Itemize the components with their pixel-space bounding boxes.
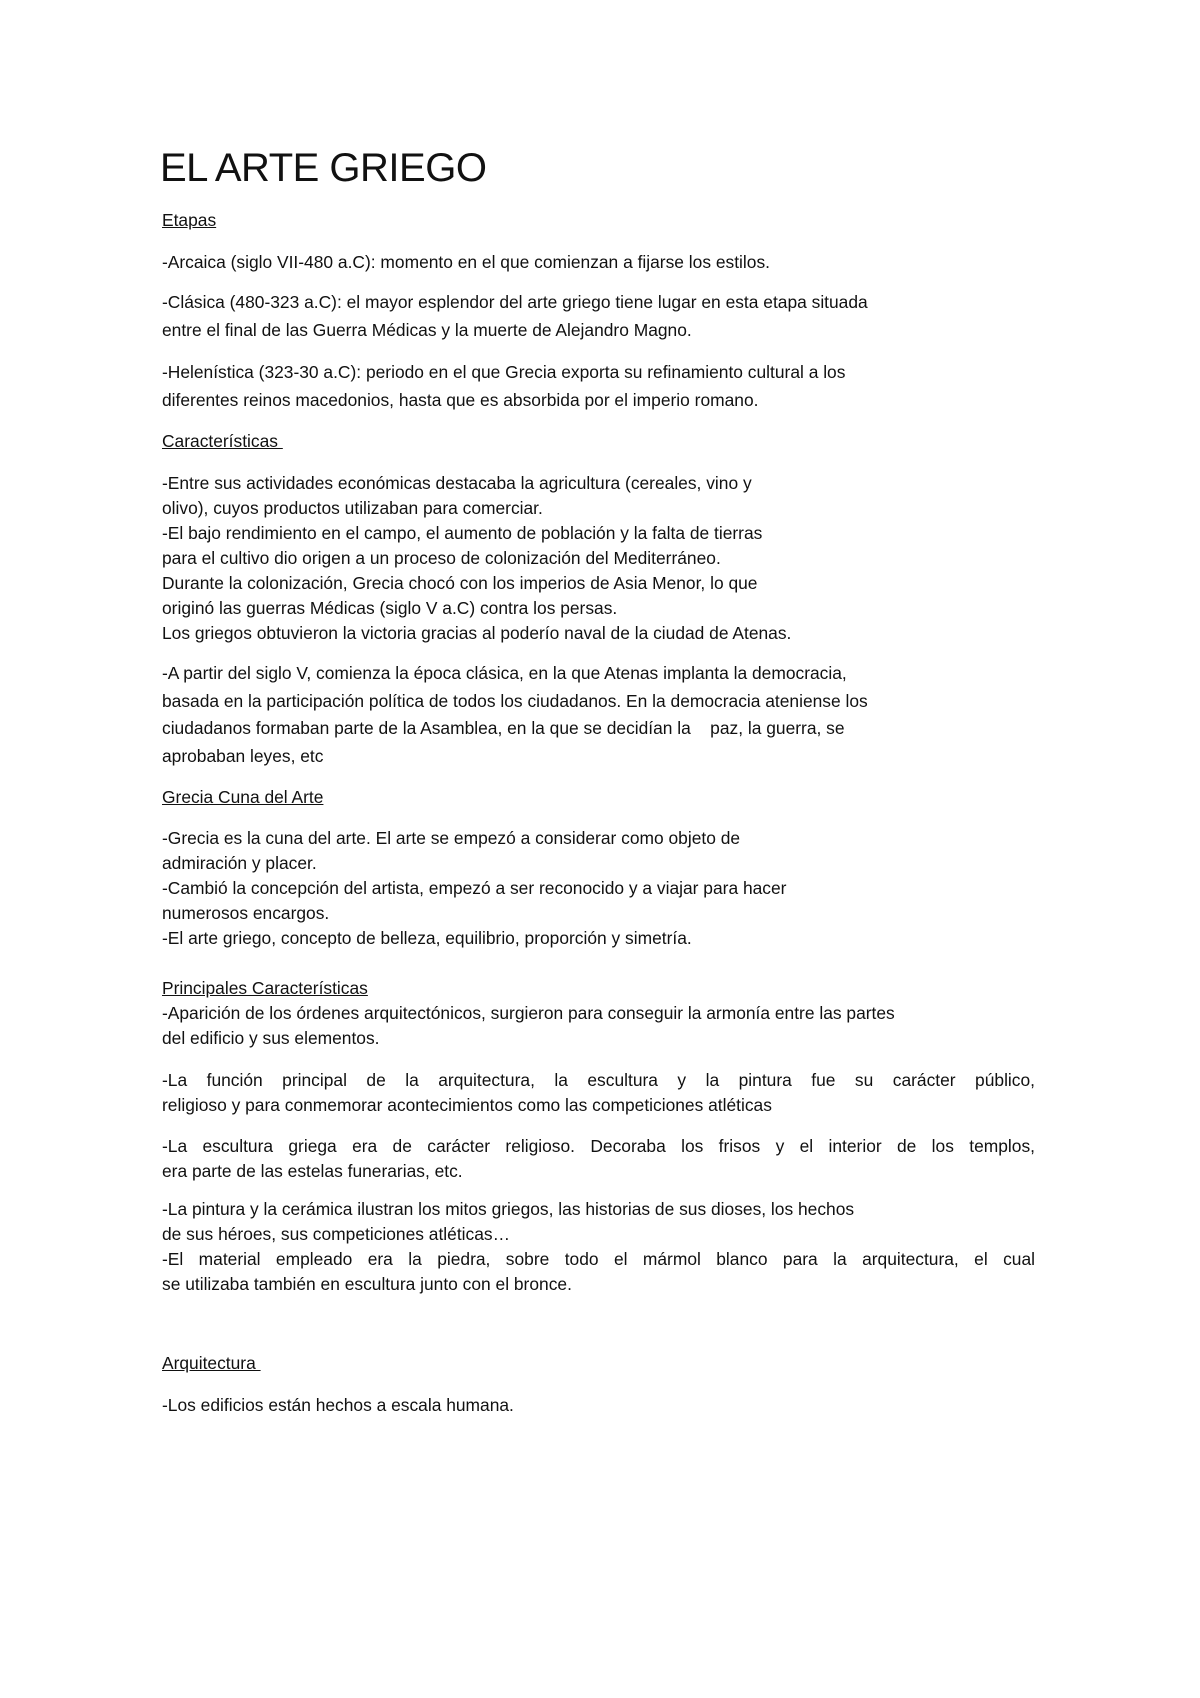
paragraph-line: Durante la colonización, Grecia chocó con los imperios de Asia Menor, lo que [162,573,758,593]
paragraph-line: olivo), cuyos productos utilizaban para comerciar. [162,498,543,518]
section-heading-principales-caracteristicas: Principales Características [162,978,368,998]
section-heading-etapas: Etapas [162,210,217,230]
paragraph-line: -Entre sus actividades económicas destacaba la agricultura (cereales, vino y [162,473,752,493]
paragraph-line: se utilizaba también en escultura junto con el bronce. [162,1274,572,1294]
paragraph-line: numerosos encargos. [162,903,330,923]
paragraph-line: -El material empleado era la piedra, sobre todo el mármol blanco para la arquitectura, el cual [162,1249,1035,1269]
paragraph-line: -Los edificios están hechos a escala humana. [162,1395,514,1415]
section-heading-grecia-cuna-del-arte: Grecia Cuna del Arte [162,787,324,807]
paragraph-line: -La escultura griega era de carácter religioso. Decoraba los frisos y el interior de los templos, [162,1136,1035,1156]
paragraph-line: -Cambió la concepción del artista, empezó a ser reconocido y a viajar para hacer [162,878,787,898]
paragraph-line: para el cultivo dio origen a un proceso de colonización del Mediterráneo. [162,548,721,568]
paragraph-line: entre el final de las Guerra Médicas y la muerte de Alejandro Magno. [162,320,692,340]
paragraph-line: Los griegos obtuvieron la victoria gracias al poderío naval de la ciudad de Atenas. [162,623,792,643]
paragraph-line: aprobaban leyes, etc [162,746,324,766]
document-title: EL ARTE GRIEGO [160,146,487,190]
paragraph-line: -La pintura y la cerámica ilustran los mitos griegos, las historias de sus dioses, los hechos [162,1199,855,1219]
paragraph-line: era parte de las estelas funerarias, etc. [162,1161,463,1181]
paragraph-line: -Grecia es la cuna del arte. El arte se empezó a considerar como objeto de [162,828,741,848]
paragraph-line: basada en la participación política de todos los ciudadanos. En la democracia ateniense los [162,691,868,711]
paragraph-line: originó las guerras Médicas (siglo V a.C) contra los persas. [162,598,618,618]
paragraph-line: de sus héroes, sus competiciones atléticas… [162,1224,510,1244]
section-heading-arquitectura: Arquitectura [162,1353,261,1373]
paragraph-line: del edificio y sus elementos. [162,1028,380,1048]
paragraph-line: -A partir del siglo V, comienza la época clásica, en la que Atenas implanta la democracia, [162,663,847,683]
paragraph-line: -El bajo rendimiento en el campo, el aumento de población y la falta de tierras [162,523,763,543]
paragraph-line: -Arcaica (siglo VII-480 a.C): momento en el que comienzan a fijarse los estilos. [162,252,770,272]
paragraph-line: -Aparición de los órdenes arquitectónicos, surgieron para conseguir la armonía entre las partes [162,1003,895,1023]
paragraph-line: -La función principal de la arquitectura, la escultura y la pintura fue su carácter público, [162,1070,1035,1090]
paragraph-line: diferentes reinos macedonios, hasta que es absorbida por el imperio romano. [162,390,759,410]
paragraph-line: religioso y para conmemorar acontecimientos como las competiciones atléticas [162,1095,772,1115]
paragraph-line: -Clásica (480-323 a.C): el mayor esplendor del arte griego tiene lugar en esta etapa situada [162,292,868,312]
section-heading-caracteristicas: Características [162,431,283,451]
paragraph-line: admiración y placer. [162,853,317,873]
paragraph-line: ciudadanos formaban parte de la Asamblea, en la que se decidían la paz, la guerra, se [162,718,845,738]
paragraph-line: -El arte griego, concepto de belleza, equilibrio, proporción y simetría. [162,928,692,948]
paragraph-line: -Helenística (323-30 a.C): periodo en el que Grecia exporta su refinamiento cultural a los [162,362,846,382]
